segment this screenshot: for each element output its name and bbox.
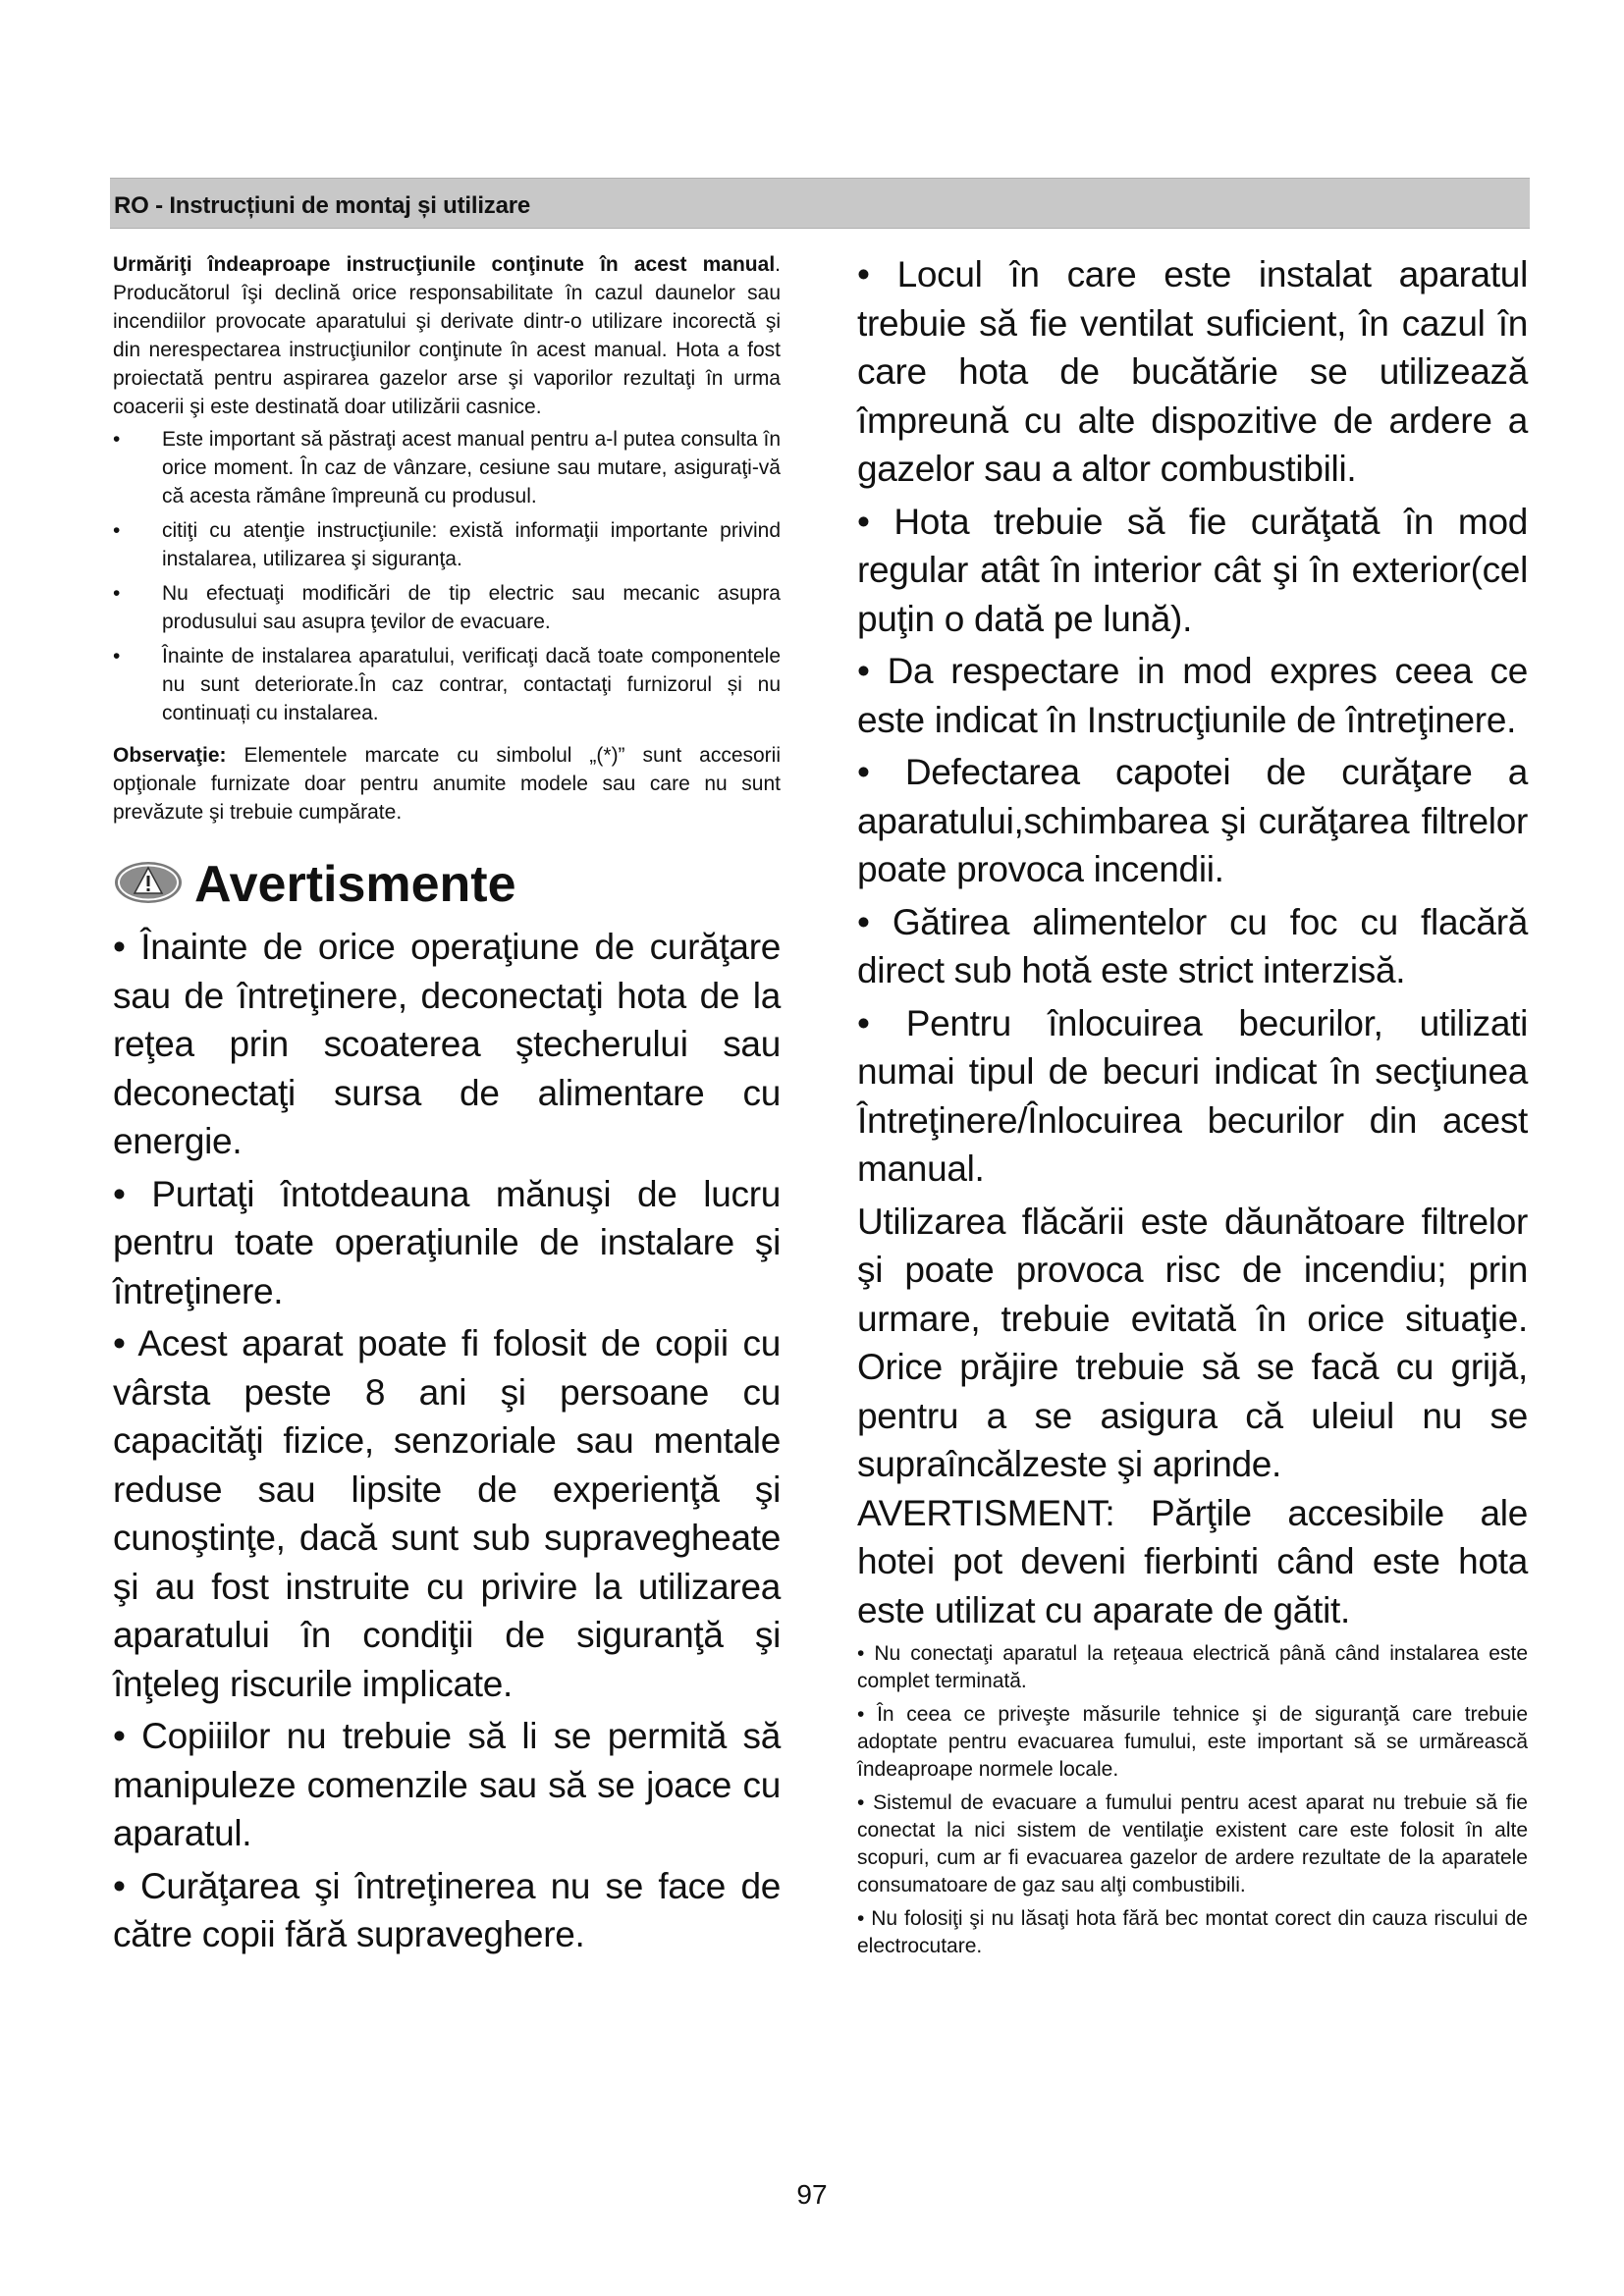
warning-item: • Defectarea capotei de curăţare a aparatului,schimbarea şi curăţarea filtrelor poate provoca incendii. (857, 752, 1528, 889)
small-warning-item: • În ceea ce priveşte măsurile tehnice şi de siguranţă care trebuie adoptate pentru evacuarea fumului, este important să se urmărească îndeaproape normele locale. (857, 1703, 1528, 1781)
warning-item: • Copiiilor nu trebuie să li se permită să manipuleze comenzile sau să se joace cu aparatul. (113, 1716, 781, 1853)
warning-item: • Gătirea alimentelor cu foc cu flacără direct sub hotă este strict interzisă. (857, 901, 1528, 990)
bullet: • (113, 645, 121, 667)
bullet: • (113, 519, 121, 542)
warning-item: • Pentru înlocuirea becurilor, utilizati numai tipul de becuri indicat în secţiunea Întreţinere/Înlocuirea becurilor din acest manual. (857, 1002, 1528, 1189)
warning-item: • Acest aparat poate fi folosit de copii cu vârsta peste 8 ani şi persoane cu capacităţi fizice, senzoriale sau mentale reduse sau lipsite de experienţă şi cunoştinţe, dacă sunt sub supravegheate şi au fost instruite cu privire la utilizarea aparatului în condiţii de siguranţă şi înţeleg riscurile implicate. (113, 1323, 781, 1704)
warnings-heading (113, 852, 781, 917)
section-title: RO - Instrucțiuni de montaj și utilizare (114, 192, 531, 219)
left-column (113, 250, 781, 1963)
list-item (113, 642, 781, 727)
section-header-bar (110, 178, 1530, 229)
list-item-text: Este important să păstraţi acest manual pentru a-l putea consulta în orice moment. În caz de vânzare, cesiune sau mutare, asiguraţi-vă că acesta rămâne împreună cu produsul. (162, 428, 781, 507)
observation-note (113, 741, 781, 827)
warning-triangle-icon (113, 860, 184, 905)
intro-paragraph (113, 250, 781, 421)
warning-item: • Da respectare in mod expres ceea ce este indicat în Instrucţiunile de întreţinere. (857, 651, 1528, 740)
list-item (113, 579, 781, 636)
list-item-text: citiţi cu atenţie instrucţiunile: există informaţii importante privind instalarea, utilizarea şi siguranţa. (162, 519, 781, 570)
bullet: • (113, 428, 121, 451)
observation-text: Elementele marcate cu simbolul „(*)” sunt accesorii opţionale furnizate doar pentru anumite modele sau care nu sunt prevăzute şi trebuie cumpărate. (113, 744, 781, 824)
list-item (113, 425, 781, 510)
list-item-text: Înainte de instalarea aparatului, verificaţi dacă toate componentele nu sunt deteriorate.În caz contrar, contactaţi furnizorul și nu continuați cu instalarea. (162, 645, 781, 724)
small-warning-item: • Nu folosiţi şi nu lăsaţi hota fără bec montat corect din cauza riscului de electrocutare. (857, 1907, 1528, 1957)
warning-item: • Curăţarea şi întreţinerea nu se face de către copii fără supraveghere. (113, 1865, 781, 1954)
small-warning-item: • Nu conectaţi aparatul la reţeaua electrică până când instalarea este complet terminată. (857, 1642, 1528, 1692)
warning-item: • Hota trebuie să fie curăţată în mod regular atât în interior cât şi în exterior(cel puţin o dată pe lună). (857, 501, 1528, 639)
intro-bold-lead: Urmăriţi îndeaproape instrucţiunile conţinute în acest manual (113, 253, 776, 276)
hot-parts-warning: AVERTISMENT: Părţile accesibile ale hotei pot deveni fierbinti când este hota este utilizat cu aparate de gătit. (857, 1492, 1528, 1630)
flame-warning-paragraph: Utilizarea flăcării este dăunătoare filtrelor şi poate provoca risc de incendiu; prin urmare, trebuie evitată în orice situaţie. Orice prăjire trebuie să se facă cu grijă, pentru a se asigura că uleiul nu se supraîncălzeste şi aprinde. (857, 1201, 1528, 1484)
page-number: 97 (796, 2179, 828, 2210)
warning-item: • Purtaţi întotdeauna mănuşi de lucru pentru toate operaţiunile de instalare şi întreţinere. (113, 1173, 781, 1311)
intro-text: . Producătorul îşi declină orice responsabilitate în cazul daunelor sau incendiilor provocate aparatului şi derivate dintr-o utilizare incorectă şi din nerespectarea instrucţiunilor conţinute în acest manual. Hota a fost proiectată pentru aspirarea gazelor arse şi vaporilor rezultaţi în urma coacerii şi este destinată doar utilizării casnice. (113, 253, 781, 418)
intro-list (113, 425, 781, 727)
warnings-title: Avertismente (194, 856, 516, 913)
small-warning-item: • Sistemul de evacuare a fumului pentru acest aparat nu trebuie să fie conectat la nici sistem de ventilaţie existent care este folosit în alte scopuri, cum ar fi evacuarea gazelor de ardere rezultate de la aparatele consumatoare de gaz sau alţi combustibili. (857, 1791, 1528, 1896)
warning-item: • Înainte de orice operaţiune de curăţare sau de întreţinere, deconectaţi hota de la reţea prin scoaterea ştecherului sau deconectaţi sursa de alimentare cu energie. (113, 927, 781, 1161)
bullet: • (113, 582, 121, 605)
list-item-text: Nu efectuaţi modificări de tip electric sau mecanic asupra produsului sau asupra ţevilor de evacuare. (162, 582, 781, 633)
observation-label: Observaţie: (113, 744, 227, 767)
list-item (113, 516, 781, 573)
right-column (857, 250, 1528, 1960)
warning-item: • Locul în care este instalat aparatul trebuie să fie ventilat suficient, în cazul în care hota de bucătărie se utilizează împreună cu alte dispozitive de ardere a gazelor sau a altor combustibili. (857, 254, 1528, 489)
